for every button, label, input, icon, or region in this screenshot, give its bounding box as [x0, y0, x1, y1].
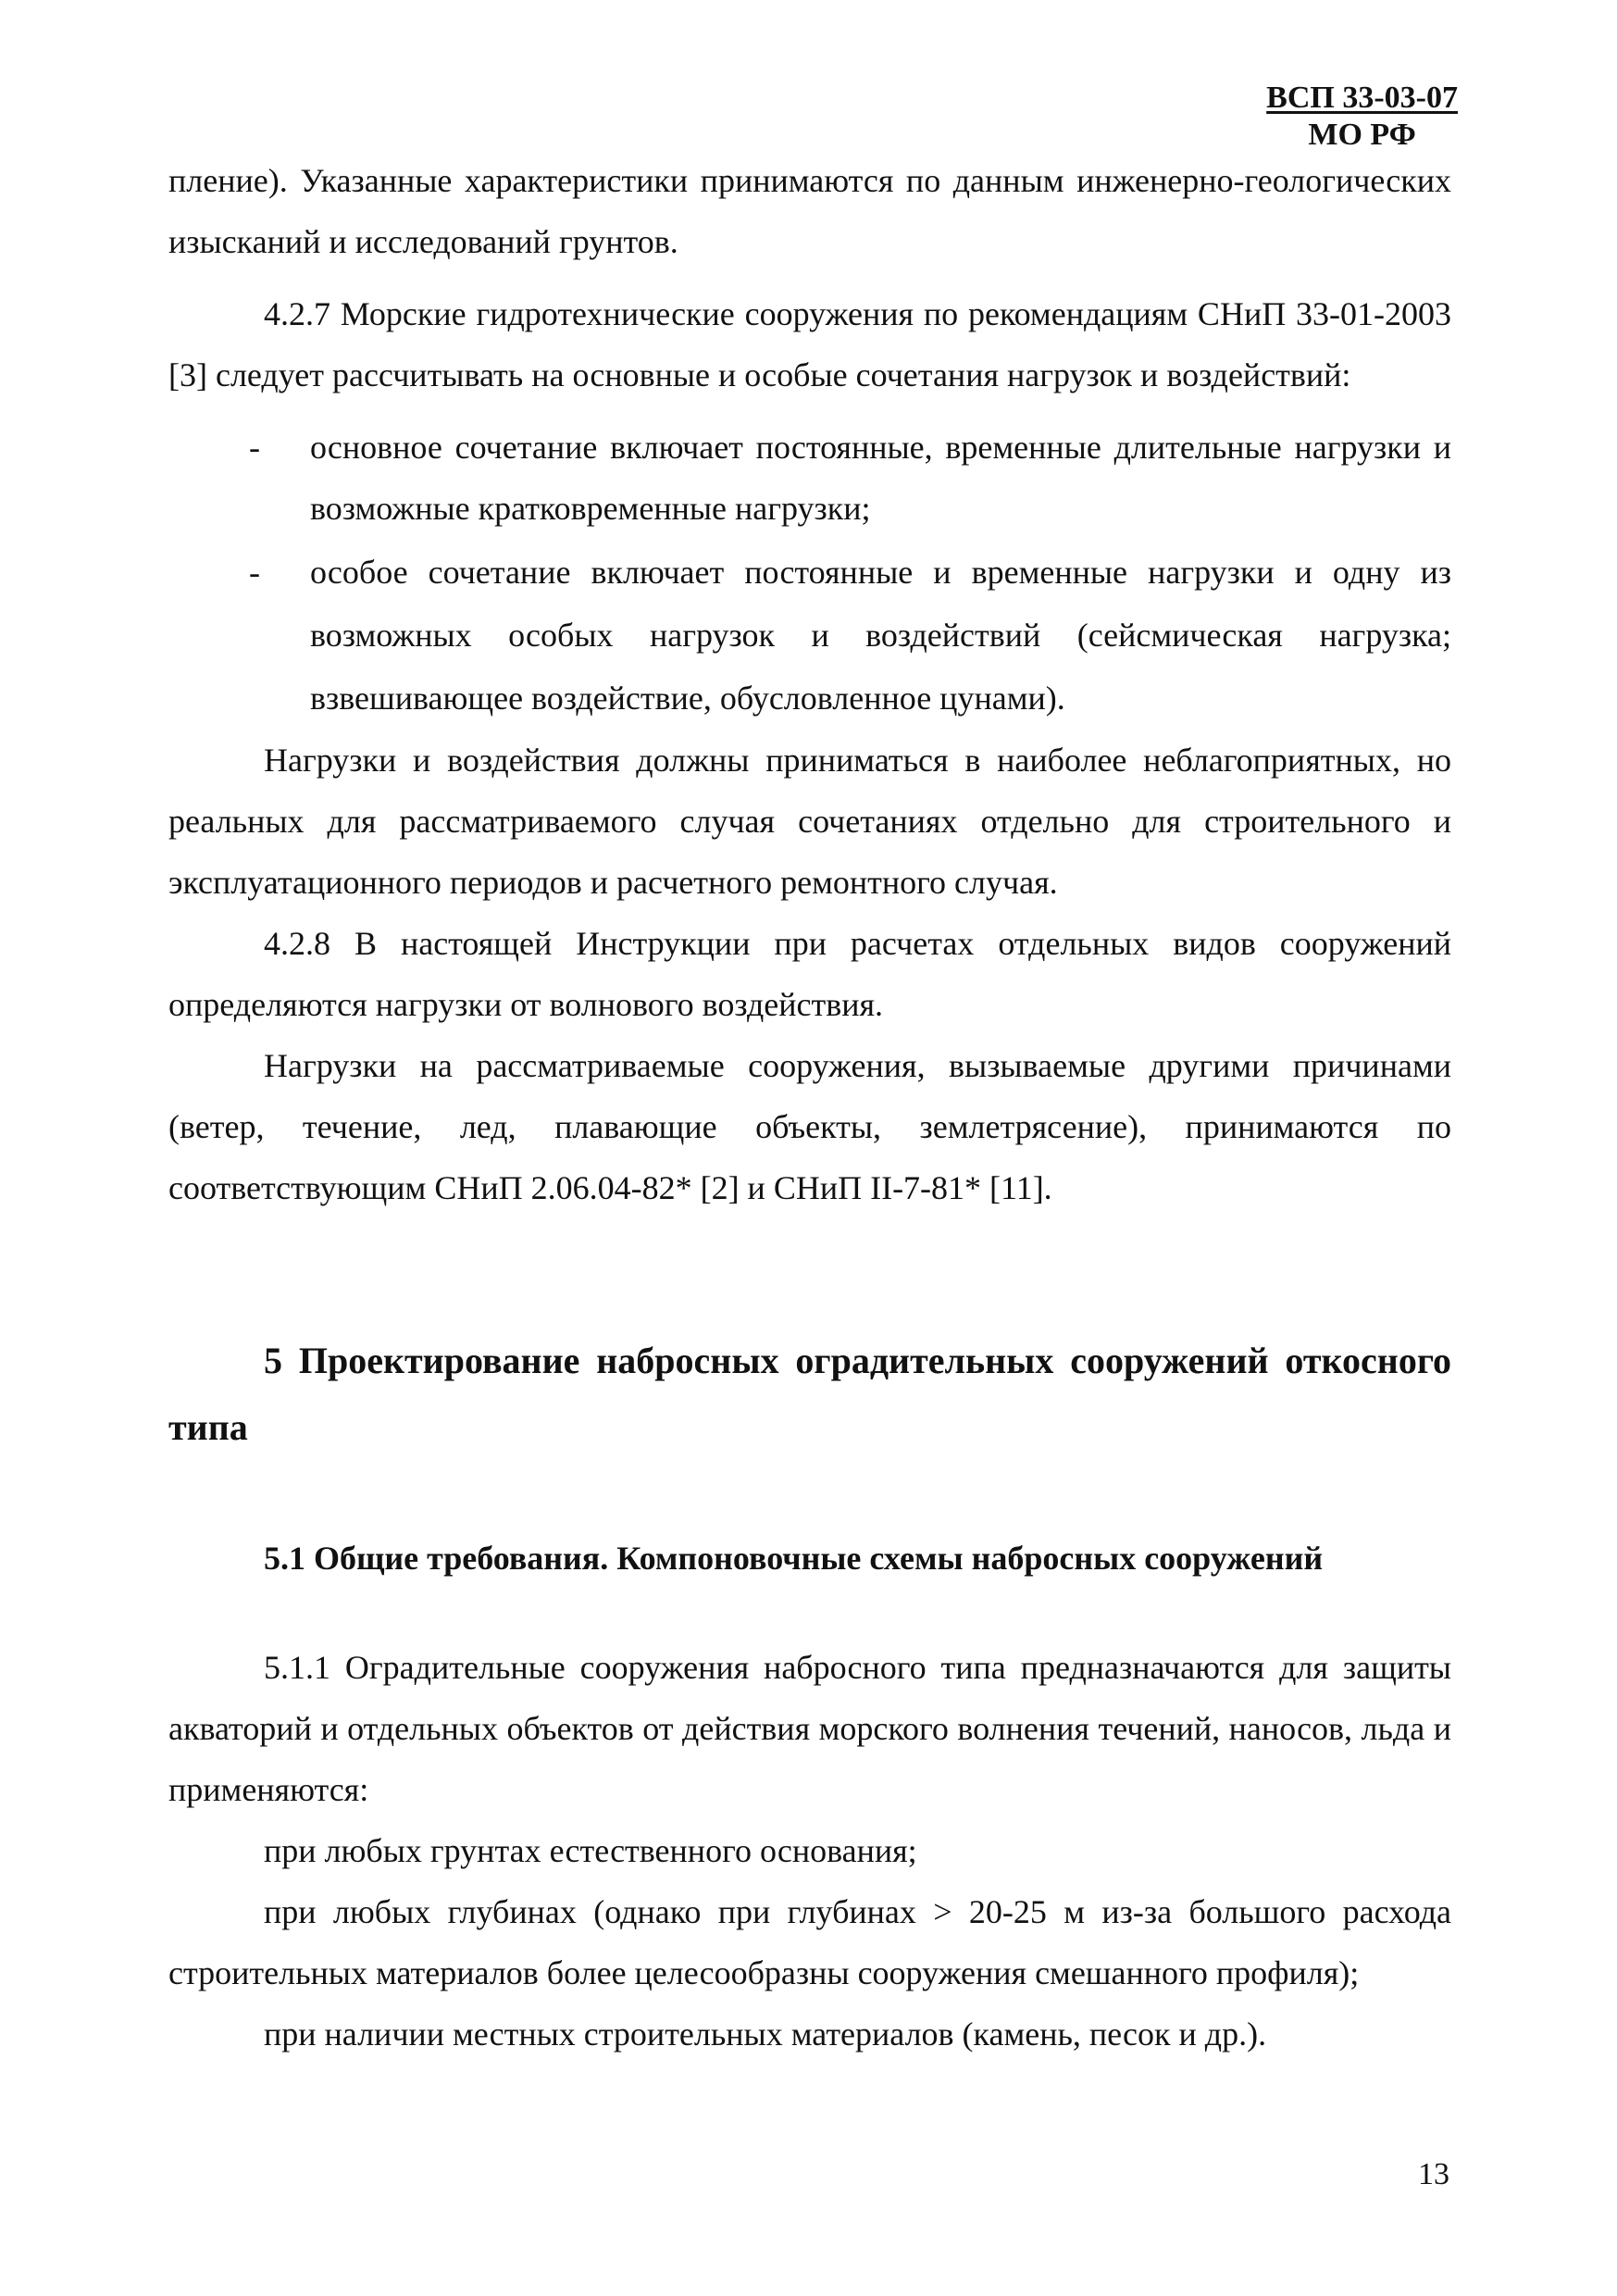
paragraph-4-2-8: 4.2.8 В настоящей Инструкции при расчетах отдельных видов сооружений определяются нагрузки от волнового воздействия. — [168, 925, 1451, 1023]
paragraph-soils: при любых грунтах естественного основания; — [264, 1832, 917, 1869]
paragraph-depths: при любых глубинах (однако при глубинах > 20-25 м из-за большого расхода строительных материалов более целесообразны сооружения смешанного профиля); — [168, 1893, 1451, 1991]
document-code: ВСП 33-03-07 — [1266, 81, 1458, 115]
paragraph-continuation: пление). Указанные характеристики принимаются по данным инженерно-геологических изысканий и исследований грунтов. — [168, 162, 1451, 260]
list-item — [168, 417, 1451, 539]
list-dash: - — [249, 429, 260, 466]
list-item-text: основное сочетание включает постоянные, временные длительные нагрузки и возможные кратковременные нагрузки; — [310, 429, 1451, 527]
page-number: 13 — [1418, 2157, 1449, 2191]
document-header — [1266, 80, 1458, 154]
paragraph-5-1-1: 5.1.1 Оградительные сооружения набросного типа предназначаются для защиты акваторий и отдельных объектов от действия морского волнения течений, наносов, льда и применяются: — [168, 1649, 1451, 1808]
list-dash: - — [249, 554, 260, 591]
list-item — [168, 541, 1451, 730]
list-item-text: особое сочетание включает постоянные и временные нагрузки и одну из возможных особых нагрузок и воздействий (сейсмическая нагрузка; взвешивающее воздействие, обусловленное цунами). — [310, 554, 1451, 717]
organization-label: МО РФ — [1308, 118, 1416, 152]
section-title: 5 Проектирование набросных оградительных сооружений откосного типа — [168, 1340, 1451, 1448]
paragraph-local-materials: при наличии местных строительных материалов (камень, песок и др.). — [264, 2015, 1267, 2053]
document-body — [168, 150, 1451, 2065]
paragraph-loads-combinations: Нагрузки и воздействия должны приниматься в наиболее неблагоприятных, но реальных для рассматриваемого случая сочетаниях отдельно для строительного и эксплуатационного периодов и расчетного ремонтного случая. — [168, 742, 1451, 901]
paragraph-4-2-7: 4.2.7 Морские гидротехнические сооружения по рекомендациям СНиП 33-01-2003 [3] следует рассчитывать на основные и особые сочетания нагрузок и воздействий: — [168, 295, 1451, 393]
paragraph-other-loads: Нагрузки на рассматриваемые сооружения, вызываемые другими причинами (ветер, течение, лед, плавающие объекты, землетрясение), принимаются по соответствующим СНиП 2.06.04-82* [2] и СНиП II-7-81* [11]. — [168, 1047, 1451, 1206]
subsection-title: 5.1 Общие требования. Компоновочные схемы набросных сооружений — [264, 1540, 1324, 1577]
